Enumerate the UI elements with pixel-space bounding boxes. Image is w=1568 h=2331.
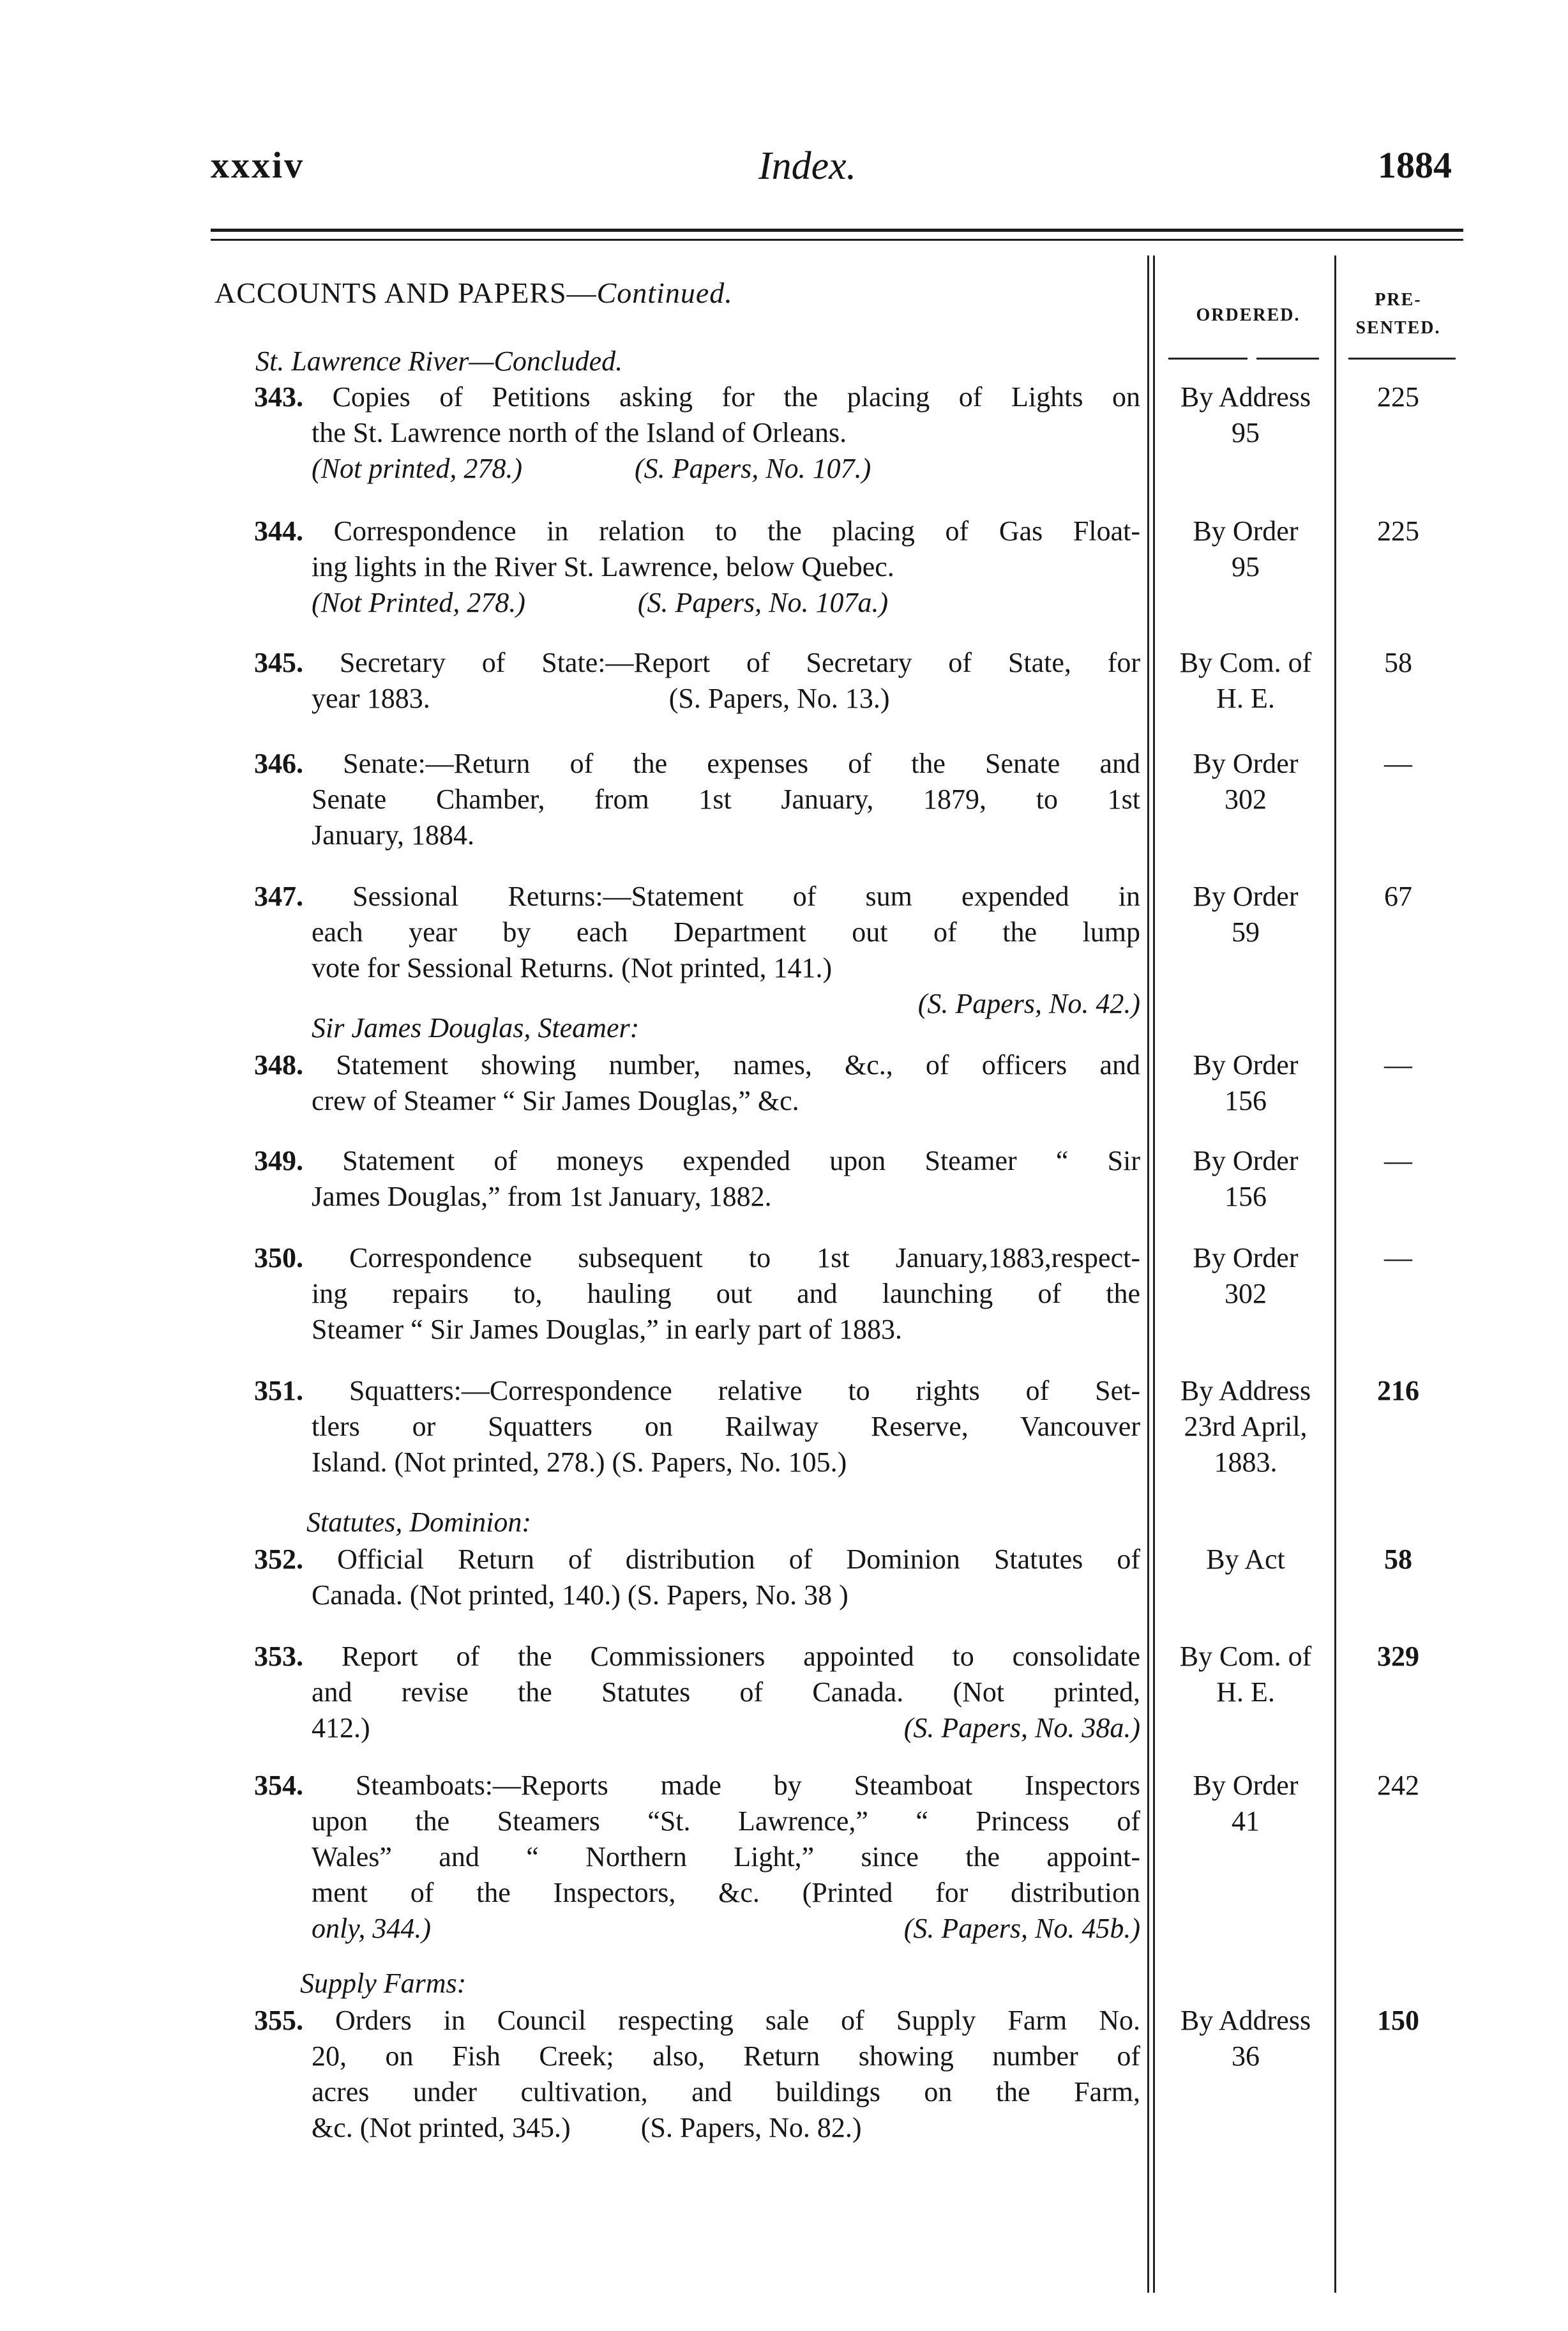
entry-354: [254, 1768, 1141, 1947]
subhead-statutes: Statutes, Dominion:: [306, 1507, 531, 1538]
ordered-by: By Com. of: [1179, 1641, 1312, 1672]
entry-346: [254, 746, 1140, 853]
entry-number: 353.: [254, 1641, 303, 1672]
entry-line: tlers or Squatters on Railway Reserve, Vancouver: [312, 1411, 1140, 1442]
ordered-353: [1157, 1639, 1334, 1710]
column-head-presented: PRE- SENTED.: [1355, 290, 1441, 338]
ordered-352: [1157, 1542, 1334, 1577]
entry-347: [254, 879, 1140, 1022]
ordered-ref: 302: [1225, 784, 1267, 815]
entry-line: and revise the Statutes of Canada. (Not printed,: [312, 1676, 1140, 1708]
entry-number: 346.: [254, 748, 303, 779]
entry-line: Canada. (Not printed, 140.) (S. Papers, No. 38 ): [312, 1579, 848, 1611]
ordered-by: By Order: [1193, 1242, 1299, 1273]
entry-number: 343.: [254, 381, 303, 413]
entry-line: 412.): [312, 1712, 370, 1743]
entry-line: 20, on Fish Creek; also, Return showing number of: [312, 2040, 1140, 2072]
subhead-st-lawrence: St. Lawrence River—Concluded.: [255, 345, 623, 377]
entry-line: Wales” and “ Northern Light,” since the appoint-: [312, 1841, 1140, 1872]
entry-line: ing lights in the River St. Lawrence, below Quebec.: [312, 551, 894, 582]
entry-355: [254, 2003, 1140, 2146]
ordered-ref: H. E.: [1216, 1676, 1275, 1708]
entry-line: Statement of moneys expended upon Steamer “ Sir: [342, 1145, 1140, 1176]
presented-352: 58: [1384, 1544, 1412, 1575]
ordered-ref: H. E.: [1216, 683, 1275, 714]
entry-line: acres under cultivation, and buildings on the Farm,: [312, 2076, 1140, 2107]
column-head-rule: [1348, 358, 1456, 360]
ordered-ref: 36: [1232, 2040, 1260, 2072]
entry-line: Steamboats:—Reports made by Steamboat Inspectors: [355, 1770, 1141, 1801]
entry-line: ment of the Inspectors, &c. (Printed for distribution: [312, 1877, 1140, 1908]
column-head-ordered: ORDERED.: [1196, 305, 1300, 325]
ordered-ref: 156: [1225, 1085, 1267, 1116]
entry-line: Sessional Returns:—Statement of sum expended in: [352, 881, 1140, 912]
entry-ref: (S. Papers, No. 45b.): [903, 1913, 1140, 1944]
presented-350: —: [1384, 1242, 1412, 1273]
entry-352: [254, 1542, 1140, 1613]
section-title-text: ACCOUNTS AND PAPERS—: [215, 277, 597, 309]
entry-number: 345.: [254, 647, 303, 678]
ordered-ref: 95: [1232, 417, 1260, 448]
entry-number: 347.: [254, 881, 303, 912]
ordered-349: [1157, 1143, 1334, 1215]
ordered-344: [1157, 513, 1334, 585]
entry-line: James Douglas,” from 1st January, 1882.: [312, 1181, 772, 1212]
section-title: [215, 276, 733, 310]
header-rule-thin: [211, 239, 1463, 241]
column-head-rule: [1256, 358, 1319, 360]
ordered-by: By Com. of: [1179, 647, 1312, 678]
entry-ref: (S. Papers, No. 42.): [917, 988, 1140, 1019]
ordered-348: [1157, 1047, 1334, 1119]
column-divider: [1153, 255, 1155, 2293]
ordered-by: By Order: [1193, 1770, 1299, 1801]
subhead-supply-farms: Supply Farms:: [300, 1968, 467, 1999]
entry-ref: (S. Papers, No. 38a.): [903, 1712, 1140, 1743]
entry-ref: (Not Printed, 278.) (S. Papers, No. 107a.): [312, 587, 889, 618]
ordered-355: [1157, 2003, 1334, 2074]
ordered-350: [1157, 1240, 1334, 1312]
entry-344: [254, 513, 1141, 621]
page-numeral: xxxiv: [211, 144, 305, 186]
ordered-by: By Address: [1180, 1375, 1311, 1406]
entry-351: [254, 1373, 1141, 1480]
entry-ref: (Not printed, 278.) (S. Papers, No. 107.): [312, 453, 871, 484]
entry-number: 351.: [254, 1375, 303, 1406]
presented-346: —: [1384, 748, 1412, 779]
entry-line-wrap: [312, 1710, 1140, 1746]
entry-line: &c. (Not printed, 345.) (S. Papers, No. 82.): [312, 2112, 862, 2143]
ordered-by: By Order: [1193, 515, 1299, 547]
page-title: Index.: [758, 144, 857, 188]
entry-line: Island. (Not printed, 278.) (S. Papers, No. 105.): [312, 1446, 847, 1478]
ordered-by: By Order: [1193, 1049, 1299, 1081]
entry-line: vote for Sessional Returns. (Not printed, 141.): [312, 952, 833, 983]
presented-354: 242: [1377, 1770, 1419, 1801]
entry-number: 349.: [254, 1145, 303, 1176]
ordered-ref: 156: [1225, 1181, 1267, 1212]
entry-line: each year by each Department out of the lump: [312, 916, 1140, 948]
entry-line: year 1883. (S. Papers, No. 13.): [312, 683, 890, 714]
header-rule-thick: [211, 229, 1463, 232]
entry-line: Copies of Petitions asking for the placing of Lights on: [332, 381, 1140, 413]
presented-349: —: [1384, 1145, 1412, 1176]
presented-348: —: [1384, 1049, 1412, 1081]
ordered-by: By Address: [1180, 2005, 1311, 2036]
ordered-by: By Act: [1206, 1544, 1285, 1575]
presented-347: 67: [1384, 881, 1412, 912]
ordered-by: By Order: [1193, 748, 1299, 779]
ordered-by: By Order: [1193, 1145, 1299, 1176]
entry-number: 350.: [254, 1242, 303, 1273]
entry-348: [254, 1047, 1140, 1119]
entry-353: [254, 1639, 1141, 1746]
entry-line: Correspondence in relation to the placing of Gas Float-: [333, 515, 1141, 547]
entry-line: Steamer “ Sir James Douglas,” in early part of 1883.: [312, 1314, 902, 1345]
entry-line: Secretary of State:—Report of Secretary of State, for: [339, 647, 1141, 678]
ordered-345: [1157, 645, 1334, 717]
column-divider: [1147, 255, 1149, 2293]
presented-355: 150: [1377, 2005, 1419, 2036]
ordered-ref: 41: [1232, 1805, 1260, 1837]
ordered-346: [1157, 746, 1334, 817]
entry-number: 344.: [254, 515, 303, 547]
entry-line: Statement showing number, names, &c., of officers and: [336, 1049, 1140, 1081]
entry-345: [254, 645, 1141, 717]
subhead-sir-james: Sir James Douglas, Steamer:: [312, 1012, 640, 1044]
entry-line: upon the Steamers “St. Lawrence,” “ Princess of: [312, 1805, 1140, 1837]
entry-number: 355.: [254, 2005, 303, 2036]
entry-line: Correspondence subsequent to 1st January,1883,respect-: [349, 1242, 1140, 1273]
ordered-ref: 59: [1232, 916, 1260, 948]
entry-number: 354.: [254, 1770, 303, 1801]
entry-line: the St. Lawrence north of the Island of Orleans.: [312, 417, 847, 448]
entry-line: crew of Steamer “ Sir James Douglas,” &c.: [312, 1085, 799, 1116]
page-year: 1884: [1378, 144, 1452, 186]
ordered-ref: 23rd April,: [1184, 1411, 1308, 1442]
ordered-343: [1157, 379, 1334, 451]
entry-line: ing repairs to, hauling out and launching of the: [312, 1278, 1140, 1309]
entry-line: Squatters:—Correspondence relative to rights of Set-: [349, 1375, 1141, 1406]
entry-line: January, 1884.: [312, 819, 474, 851]
section-continued: Continued.: [596, 277, 733, 309]
entry-line: Orders in Council respecting sale of Supply Farm No.: [335, 2005, 1140, 2036]
presented-351: 216: [1377, 1375, 1419, 1406]
ordered-354: [1157, 1768, 1334, 1839]
ordered-ref: 95: [1232, 551, 1260, 582]
entry-349: [254, 1143, 1140, 1215]
ordered-347: [1157, 879, 1334, 950]
presented-345: 58: [1384, 647, 1412, 678]
entry-number: 352.: [254, 1544, 303, 1575]
ordered-by: By Address: [1180, 381, 1311, 413]
entry-line-wrap: [312, 1911, 1140, 1947]
ordered-ref: 302: [1225, 1278, 1267, 1309]
ordered-351: [1157, 1373, 1334, 1480]
presented-353: 329: [1377, 1641, 1419, 1672]
presented-343: 225: [1377, 381, 1419, 413]
presented-344: 225: [1377, 515, 1419, 547]
column-divider: [1334, 255, 1336, 2293]
entry-line: Senate:—Return of the expenses of the Senate and: [343, 748, 1140, 779]
entry-number: 348.: [254, 1049, 303, 1081]
ordered-by: By Order: [1193, 881, 1299, 912]
ordered-date: 1883.: [1214, 1446, 1278, 1478]
entry-line: Official Return of distribution of Dominion Statutes of: [337, 1544, 1140, 1575]
entry-line: Senate Chamber, from 1st January, 1879, to 1st: [312, 784, 1140, 815]
entry-343: [254, 379, 1140, 487]
entry-line: only, 344.): [312, 1913, 431, 1944]
column-head-rule: [1168, 358, 1248, 360]
entry-line: Report of the Commissioners appointed to consolidate: [341, 1641, 1141, 1672]
entry-350: [254, 1240, 1140, 1348]
